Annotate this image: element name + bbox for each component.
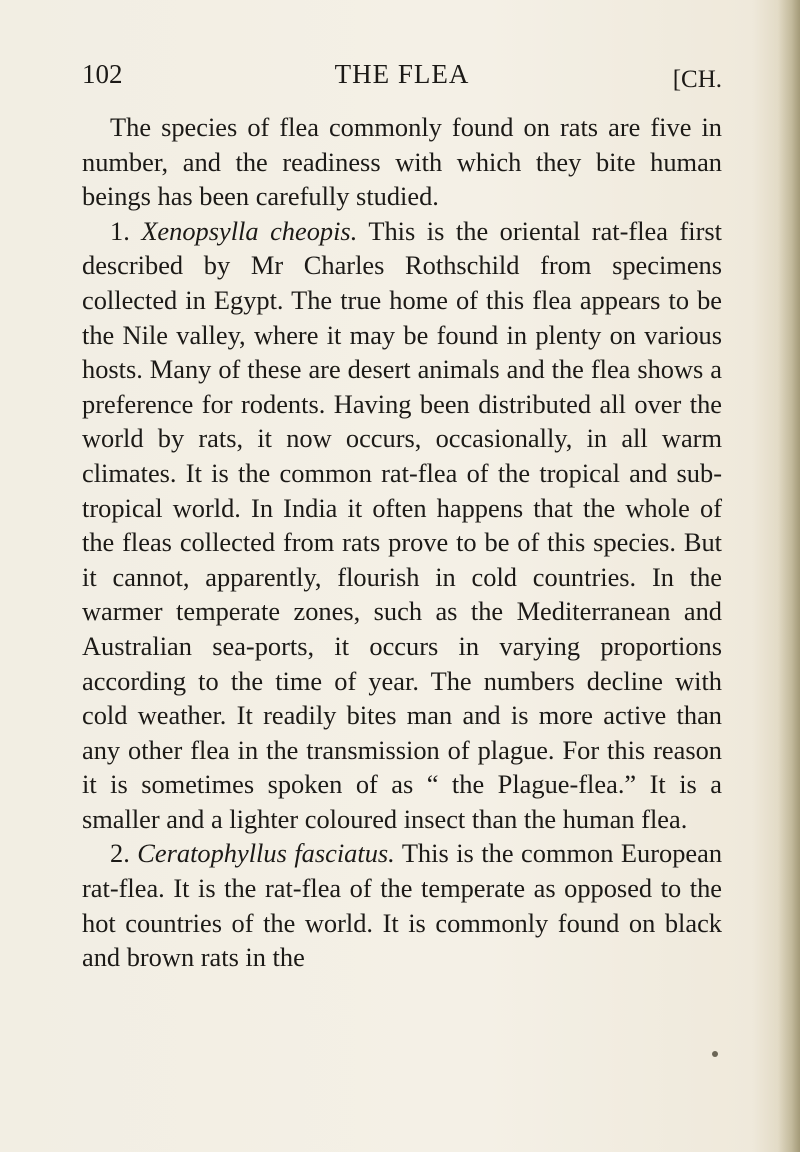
paragraph-text: The species of flea commonly found on rats are five in number, and the readiness with which they bite human beings has been carefully studied. xyxy=(82,112,722,212)
body-text xyxy=(82,110,722,975)
ink-speck xyxy=(712,1051,718,1057)
page-number: 102 xyxy=(82,59,123,89)
paragraph-xenopsylla xyxy=(82,214,722,837)
paragraph-text: This is the oriental rat-flea first described by Mr Charles Rothschild from specimens collected in Egypt. The true home of this flea appears to be the Nile valley, where it may be found in plenty on various hosts. Many of these are desert animals and the flea shows a preference for rodents. Having been distributed all over the world by rats, it now occurs, occasionally, in all warm climates. It is the common rat-flea of the tropical and sub-tropical world. In India it often happens that the whole of the fleas collected from rats prove to be of this species. But it cannot, apparently, flourish in cold countries. In the warmer temperate zones, such as the Mediterranean and Australian sea-ports, it occurs in varying proportions according to the time of year. The numbers decline with cold weather. It readily bites man and is more active than any other flea in the transmission of plague. For this reason it is sometimes spoken of as “ the Plague-flea.” It is a smaller and a lighter coloured insect than the human flea. xyxy=(82,215,722,834)
paragraph-ceratophyllus xyxy=(82,836,722,974)
chapter-mark: [CH. xyxy=(672,66,722,93)
paragraph-intro xyxy=(82,110,722,214)
item-number: 1. xyxy=(110,215,130,246)
running-title: THE FLEA xyxy=(334,59,470,89)
paragraph-text: This is the common European rat-flea. It is the rat-flea of the temperate as opposed to the hot countries of the world. It is commonly found on black and brown rats in the xyxy=(82,838,723,973)
running-head xyxy=(82,54,722,94)
page-edge-shadow xyxy=(778,0,800,1152)
item-number: 2. xyxy=(110,838,130,869)
species-name: Ceratophyllus fasciatus. xyxy=(137,838,395,869)
species-name: Xenopsylla cheopis. xyxy=(141,215,358,246)
